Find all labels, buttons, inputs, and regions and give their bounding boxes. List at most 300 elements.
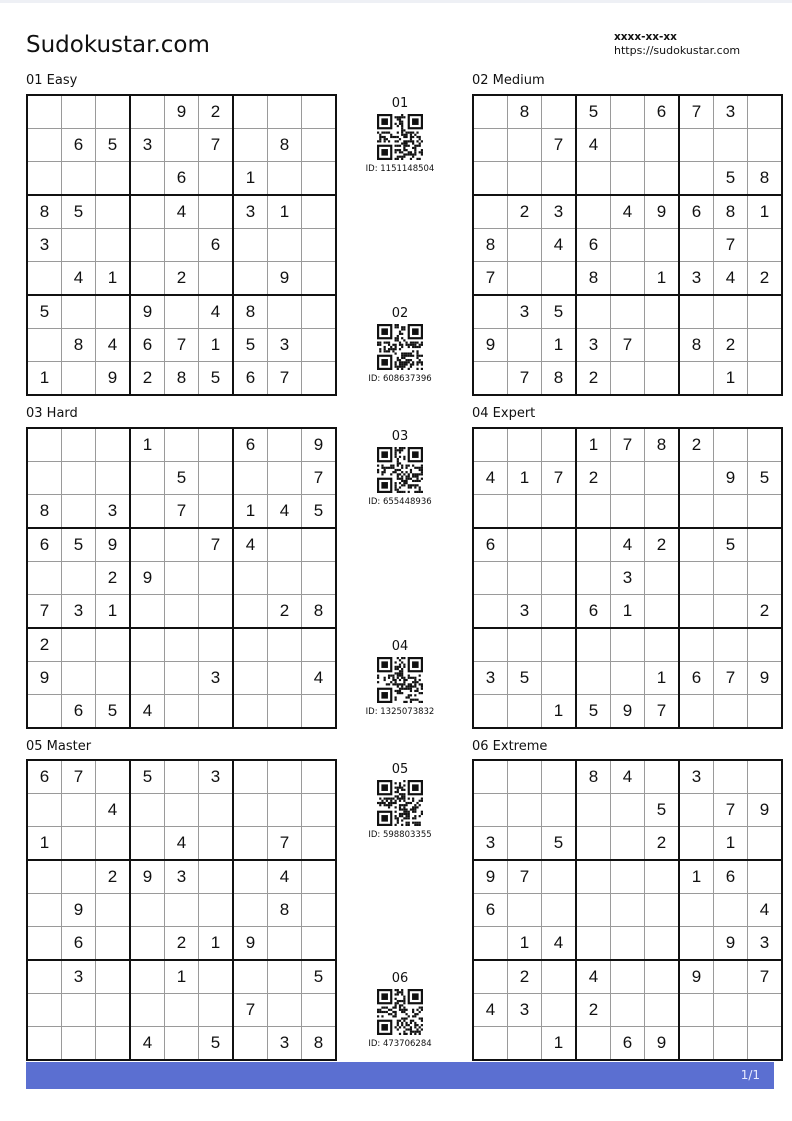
sudoku-cell[interactable]: 4 [714,262,748,296]
sudoku-cell[interactable] [679,528,714,562]
sudoku-cell[interactable] [96,229,131,262]
sudoku-cell[interactable]: 4 [611,760,645,794]
sudoku-cell[interactable]: 1 [748,195,783,229]
sudoku-cell[interactable]: 4 [611,528,645,562]
sudoku-cell[interactable] [199,562,234,595]
sudoku-cell[interactable]: 1 [268,195,302,229]
sudoku-cell[interactable]: 5 [302,960,337,994]
sudoku-cell[interactable] [165,595,199,629]
sudoku-cell[interactable]: 7 [542,462,577,495]
sudoku-cell[interactable] [611,129,645,162]
sudoku-cell[interactable] [679,129,714,162]
sudoku-cell[interactable] [199,695,234,729]
sudoku-cell[interactable] [679,362,714,396]
sudoku-cell[interactable]: 6 [645,95,680,129]
sudoku-cell[interactable] [27,1027,62,1061]
sudoku-cell[interactable] [611,860,645,894]
sudoku-cell[interactable]: 4 [199,295,234,329]
sudoku-cell[interactable]: 3 [62,595,96,629]
sudoku-cell[interactable]: 3 [679,262,714,296]
sudoku-cell[interactable]: 2 [96,562,131,595]
sudoku-cell[interactable] [645,628,680,662]
sudoku-cell[interactable] [679,229,714,262]
sudoku-cell[interactable]: 3 [679,760,714,794]
sudoku-cell[interactable] [302,695,337,729]
sudoku-cell[interactable] [508,695,542,729]
sudoku-cell[interactable] [233,662,268,695]
sudoku-cell[interactable] [62,994,96,1027]
sudoku-cell[interactable]: 7 [714,794,748,827]
sudoku-cell[interactable] [576,794,611,827]
sudoku-cell[interactable] [268,927,302,961]
sudoku-cell[interactable] [233,794,268,827]
sudoku-cell[interactable] [27,894,62,927]
sudoku-cell[interactable]: 3 [233,195,268,229]
sudoku-cell[interactable] [165,662,199,695]
sudoku-cell[interactable] [27,794,62,827]
sudoku-cell[interactable] [611,95,645,129]
sudoku-cell[interactable] [62,860,96,894]
sudoku-cell[interactable]: 1 [611,595,645,629]
sudoku-cell[interactable] [645,229,680,262]
sudoku-cell[interactable] [508,894,542,927]
sudoku-cell[interactable] [233,760,268,794]
sudoku-cell[interactable] [748,994,783,1027]
sudoku-cell[interactable] [679,562,714,595]
sudoku-cell[interactable]: 6 [679,195,714,229]
sudoku-cell[interactable]: 5 [62,528,96,562]
sudoku-cell[interactable]: 9 [748,662,783,695]
sudoku-cell[interactable] [199,595,234,629]
sudoku-cell[interactable]: 3 [508,595,542,629]
sudoku-cell[interactable] [473,927,508,961]
sudoku-cell[interactable] [542,162,577,196]
sudoku-cell[interactable]: 4 [62,262,96,296]
sudoku-cell[interactable]: 2 [96,860,131,894]
sudoku-cell[interactable]: 9 [130,860,165,894]
sudoku-cell[interactable] [27,462,62,495]
sudoku-cell[interactable]: 9 [473,860,508,894]
sudoku-cell[interactable] [576,562,611,595]
sudoku-cell[interactable] [748,495,783,529]
sudoku-cell[interactable] [233,262,268,296]
sudoku-cell[interactable] [96,994,131,1027]
sudoku-cell[interactable] [27,329,62,362]
sudoku-cell[interactable] [679,1027,714,1061]
sudoku-cell[interactable]: 5 [714,528,748,562]
sudoku-cell[interactable]: 3 [508,295,542,329]
sudoku-cell[interactable]: 1 [542,695,577,729]
sudoku-cell[interactable] [130,195,165,229]
sudoku-cell[interactable] [62,162,96,196]
sudoku-cell[interactable] [302,628,337,662]
sudoku-cell[interactable]: 8 [576,262,611,296]
sudoku-cell[interactable] [130,794,165,827]
sudoku-cell[interactable]: 2 [199,95,234,129]
sudoku-cell[interactable]: 9 [714,462,748,495]
sudoku-cell[interactable]: 1 [508,462,542,495]
sudoku-cell[interactable] [473,760,508,794]
sudoku-cell[interactable]: 1 [233,162,268,196]
sudoku-cell[interactable] [473,129,508,162]
sudoku-cell[interactable] [576,295,611,329]
sudoku-cell[interactable] [233,695,268,729]
sudoku-cell[interactable] [611,628,645,662]
sudoku-cell[interactable] [199,195,234,229]
sudoku-cell[interactable]: 8 [714,195,748,229]
sudoku-cell[interactable]: 2 [576,994,611,1027]
sudoku-cell[interactable] [199,960,234,994]
sudoku-cell[interactable] [748,562,783,595]
sudoku-cell[interactable]: 5 [542,295,577,329]
sudoku-cell[interactable] [27,95,62,129]
sudoku-cell[interactable]: 4 [302,662,337,695]
sudoku-cell[interactable]: 7 [199,528,234,562]
sudoku-cell[interactable] [199,794,234,827]
sudoku-cell[interactable]: 2 [508,195,542,229]
sudoku-cell[interactable]: 8 [679,329,714,362]
sudoku-cell[interactable]: 9 [96,528,131,562]
sudoku-cell[interactable]: 7 [473,262,508,296]
sudoku-cell[interactable] [130,495,165,529]
sudoku-cell[interactable] [714,428,748,462]
sudoku-cell[interactable] [268,662,302,695]
sudoku-cell[interactable] [748,528,783,562]
sudoku-cell[interactable] [199,994,234,1027]
sudoku-cell[interactable] [508,262,542,296]
sudoku-cell[interactable] [611,229,645,262]
sudoku-cell[interactable] [611,927,645,961]
sudoku-cell[interactable] [679,595,714,629]
sudoku-cell[interactable] [679,162,714,196]
sudoku-cell[interactable] [473,794,508,827]
sudoku-cell[interactable] [302,362,337,396]
sudoku-cell[interactable] [611,894,645,927]
sudoku-cell[interactable] [130,994,165,1027]
sudoku-cell[interactable] [165,628,199,662]
sudoku-cell[interactable] [714,695,748,729]
sudoku-cell[interactable]: 3 [714,95,748,129]
sudoku-cell[interactable]: 6 [679,662,714,695]
sudoku-cell[interactable]: 5 [542,827,577,861]
sudoku-cell[interactable] [645,960,680,994]
sudoku-cell[interactable]: 8 [268,894,302,927]
sudoku-cell[interactable] [233,129,268,162]
sudoku-cell[interactable] [62,362,96,396]
sudoku-cell[interactable]: 3 [165,860,199,894]
sudoku-cell[interactable] [268,628,302,662]
sudoku-cell[interactable]: 2 [27,628,62,662]
sudoku-cell[interactable] [233,827,268,861]
sudoku-cell[interactable] [27,695,62,729]
sudoku-cell[interactable] [165,894,199,927]
sudoku-cell[interactable]: 6 [611,1027,645,1061]
sudoku-cell[interactable]: 4 [96,794,131,827]
sudoku-cell[interactable]: 5 [714,162,748,196]
sudoku-cell[interactable] [199,628,234,662]
sudoku-cell[interactable]: 2 [576,362,611,396]
sudoku-cell[interactable] [96,662,131,695]
sudoku-cell[interactable] [508,760,542,794]
sudoku-cell[interactable]: 5 [130,760,165,794]
sudoku-cell[interactable]: 1 [96,262,131,296]
sudoku-cell[interactable] [748,95,783,129]
sudoku-cell[interactable]: 2 [645,528,680,562]
sudoku-cell[interactable] [199,162,234,196]
sudoku-cell[interactable]: 6 [199,229,234,262]
sudoku-cell[interactable]: 7 [165,329,199,362]
sudoku-cell[interactable]: 7 [508,860,542,894]
sudoku-cell[interactable] [508,329,542,362]
sudoku-cell[interactable]: 1 [233,495,268,529]
sudoku-cell[interactable]: 2 [268,595,302,629]
sudoku-cell[interactable] [268,794,302,827]
sudoku-cell[interactable] [130,960,165,994]
sudoku-cell[interactable]: 6 [62,927,96,961]
sudoku-cell[interactable] [679,462,714,495]
sudoku-cell[interactable] [302,794,337,827]
sudoku-cell[interactable]: 5 [62,195,96,229]
sudoku-cell[interactable] [199,462,234,495]
sudoku-cell[interactable] [233,860,268,894]
sudoku-cell[interactable] [130,662,165,695]
sudoku-cell[interactable] [611,994,645,1027]
sudoku-cell[interactable] [268,295,302,329]
sudoku-cell[interactable]: 6 [473,528,508,562]
sudoku-cell[interactable] [611,295,645,329]
sudoku-cell[interactable] [611,794,645,827]
sudoku-cell[interactable] [96,1027,131,1061]
sudoku-cell[interactable] [542,495,577,529]
sudoku-cell[interactable]: 4 [268,860,302,894]
sudoku-cell[interactable]: 4 [473,462,508,495]
sudoku-cell[interactable] [233,960,268,994]
sudoku-cell[interactable]: 9 [165,95,199,129]
sudoku-cell[interactable]: 4 [233,528,268,562]
sudoku-cell[interactable] [679,994,714,1027]
sudoku-cell[interactable]: 4 [96,329,131,362]
sudoku-cell[interactable] [576,628,611,662]
sudoku-cell[interactable] [714,295,748,329]
sudoku-cell[interactable]: 7 [165,495,199,529]
sudoku-cell[interactable] [268,695,302,729]
sudoku-cell[interactable]: 2 [165,927,199,961]
sudoku-cell[interactable]: 8 [542,362,577,396]
sudoku-cell[interactable] [268,994,302,1027]
sudoku-cell[interactable]: 4 [165,195,199,229]
sudoku-cell[interactable] [302,295,337,329]
sudoku-cell[interactable] [302,562,337,595]
sudoku-cell[interactable] [268,760,302,794]
sudoku-cell[interactable]: 1 [199,329,234,362]
sudoku-cell[interactable] [679,827,714,861]
sudoku-cell[interactable] [645,462,680,495]
sudoku-cell[interactable] [130,95,165,129]
sudoku-cell[interactable]: 2 [714,329,748,362]
sudoku-cell[interactable] [714,595,748,629]
sudoku-cell[interactable] [714,894,748,927]
sudoku-cell[interactable] [473,195,508,229]
sudoku-cell[interactable] [508,562,542,595]
sudoku-cell[interactable] [508,827,542,861]
sudoku-cell[interactable]: 8 [165,362,199,396]
sudoku-cell[interactable] [302,528,337,562]
sudoku-cell[interactable] [576,662,611,695]
sudoku-cell[interactable] [542,894,577,927]
sudoku-cell[interactable]: 1 [130,428,165,462]
sudoku-cell[interactable] [96,428,131,462]
sudoku-cell[interactable] [576,162,611,196]
sudoku-cell[interactable] [714,495,748,529]
sudoku-cell[interactable]: 9 [645,195,680,229]
sudoku-cell[interactable]: 6 [714,860,748,894]
sudoku-cell[interactable] [96,760,131,794]
sudoku-cell[interactable] [268,229,302,262]
sudoku-cell[interactable] [96,894,131,927]
sudoku-cell[interactable] [576,927,611,961]
sudoku-cell[interactable] [748,129,783,162]
sudoku-cell[interactable]: 1 [576,428,611,462]
sudoku-cell[interactable]: 6 [27,528,62,562]
sudoku-cell[interactable] [576,860,611,894]
sudoku-cell[interactable]: 6 [130,329,165,362]
sudoku-cell[interactable] [62,662,96,695]
sudoku-cell[interactable]: 7 [233,994,268,1027]
sudoku-cell[interactable] [748,860,783,894]
sudoku-cell[interactable] [611,495,645,529]
sudoku-cell[interactable] [233,95,268,129]
sudoku-cell[interactable]: 2 [130,362,165,396]
sudoku-cell[interactable]: 7 [611,329,645,362]
sudoku-cell[interactable]: 1 [714,827,748,861]
sudoku-cell[interactable] [645,329,680,362]
sudoku-cell[interactable]: 1 [542,329,577,362]
sudoku-cell[interactable] [748,295,783,329]
sudoku-cell[interactable]: 9 [473,329,508,362]
sudoku-cell[interactable] [268,528,302,562]
sudoku-cell[interactable] [611,362,645,396]
sudoku-cell[interactable]: 5 [748,462,783,495]
sudoku-cell[interactable]: 4 [748,894,783,927]
sudoku-cell[interactable] [302,894,337,927]
sudoku-cell[interactable] [748,760,783,794]
sudoku-cell[interactable] [473,495,508,529]
sudoku-cell[interactable]: 1 [27,362,62,396]
sudoku-cell[interactable] [268,960,302,994]
sudoku-cell[interactable] [302,994,337,1027]
sudoku-cell[interactable] [62,428,96,462]
sudoku-cell[interactable]: 6 [233,362,268,396]
sudoku-cell[interactable] [645,295,680,329]
sudoku-cell[interactable] [27,994,62,1027]
sudoku-cell[interactable] [508,162,542,196]
sudoku-cell[interactable] [130,827,165,861]
sudoku-cell[interactable] [748,362,783,396]
sudoku-cell[interactable] [165,428,199,462]
sudoku-cell[interactable]: 3 [96,495,131,529]
sudoku-cell[interactable]: 9 [748,794,783,827]
sudoku-cell[interactable] [508,129,542,162]
sudoku-cell[interactable] [714,1027,748,1061]
sudoku-cell[interactable] [679,927,714,961]
sudoku-cell[interactable] [473,362,508,396]
sudoku-cell[interactable]: 7 [62,760,96,794]
sudoku-cell[interactable]: 8 [27,195,62,229]
sudoku-cell[interactable] [473,628,508,662]
sudoku-grid-03[interactable] [26,427,337,729]
sudoku-cell[interactable]: 4 [268,495,302,529]
sudoku-cell[interactable] [27,927,62,961]
sudoku-cell[interactable]: 1 [714,362,748,396]
sudoku-cell[interactable]: 9 [302,428,337,462]
sudoku-cell[interactable]: 5 [165,462,199,495]
sudoku-cell[interactable] [645,860,680,894]
sudoku-cell[interactable]: 1 [645,662,680,695]
sudoku-cell[interactable]: 6 [165,162,199,196]
sudoku-cell[interactable] [165,295,199,329]
sudoku-cell[interactable] [302,927,337,961]
sudoku-cell[interactable] [62,462,96,495]
sudoku-cell[interactable] [473,162,508,196]
sudoku-cell[interactable] [645,129,680,162]
sudoku-cell[interactable] [199,262,234,296]
sudoku-cell[interactable]: 4 [576,129,611,162]
sudoku-cell[interactable] [62,229,96,262]
sudoku-grid-02[interactable] [472,94,783,396]
sudoku-cell[interactable] [165,760,199,794]
sudoku-cell[interactable]: 8 [576,760,611,794]
sudoku-cell[interactable] [302,329,337,362]
sudoku-cell[interactable] [62,794,96,827]
sudoku-cell[interactable]: 3 [748,927,783,961]
sudoku-cell[interactable] [96,927,131,961]
sudoku-cell[interactable] [165,562,199,595]
sudoku-cell[interactable] [714,562,748,595]
sudoku-cell[interactable] [96,295,131,329]
sudoku-cell[interactable] [473,562,508,595]
sudoku-cell[interactable]: 2 [748,262,783,296]
sudoku-cell[interactable]: 7 [302,462,337,495]
sudoku-cell[interactable] [96,95,131,129]
sudoku-cell[interactable]: 9 [679,960,714,994]
sudoku-cell[interactable] [748,827,783,861]
sudoku-cell[interactable]: 6 [233,428,268,462]
sudoku-cell[interactable] [679,628,714,662]
sudoku-cell[interactable]: 9 [268,262,302,296]
sudoku-cell[interactable] [679,295,714,329]
sudoku-cell[interactable] [96,195,131,229]
sudoku-cell[interactable] [27,428,62,462]
sudoku-cell[interactable] [302,229,337,262]
sudoku-cell[interactable]: 7 [27,595,62,629]
sudoku-cell[interactable]: 1 [679,860,714,894]
sudoku-cell[interactable] [473,428,508,462]
sudoku-cell[interactable] [645,927,680,961]
sudoku-cell[interactable] [542,760,577,794]
sudoku-cell[interactable] [199,894,234,927]
sudoku-cell[interactable]: 3 [508,994,542,1027]
sudoku-cell[interactable] [96,162,131,196]
sudoku-cell[interactable]: 3 [199,760,234,794]
sudoku-cell[interactable] [508,1027,542,1061]
sudoku-cell[interactable] [165,994,199,1027]
sudoku-cell[interactable] [576,495,611,529]
sudoku-cell[interactable] [542,794,577,827]
sudoku-cell[interactable]: 5 [199,362,234,396]
sudoku-cell[interactable]: 5 [27,295,62,329]
sudoku-cell[interactable] [233,595,268,629]
sudoku-cell[interactable]: 8 [62,329,96,362]
